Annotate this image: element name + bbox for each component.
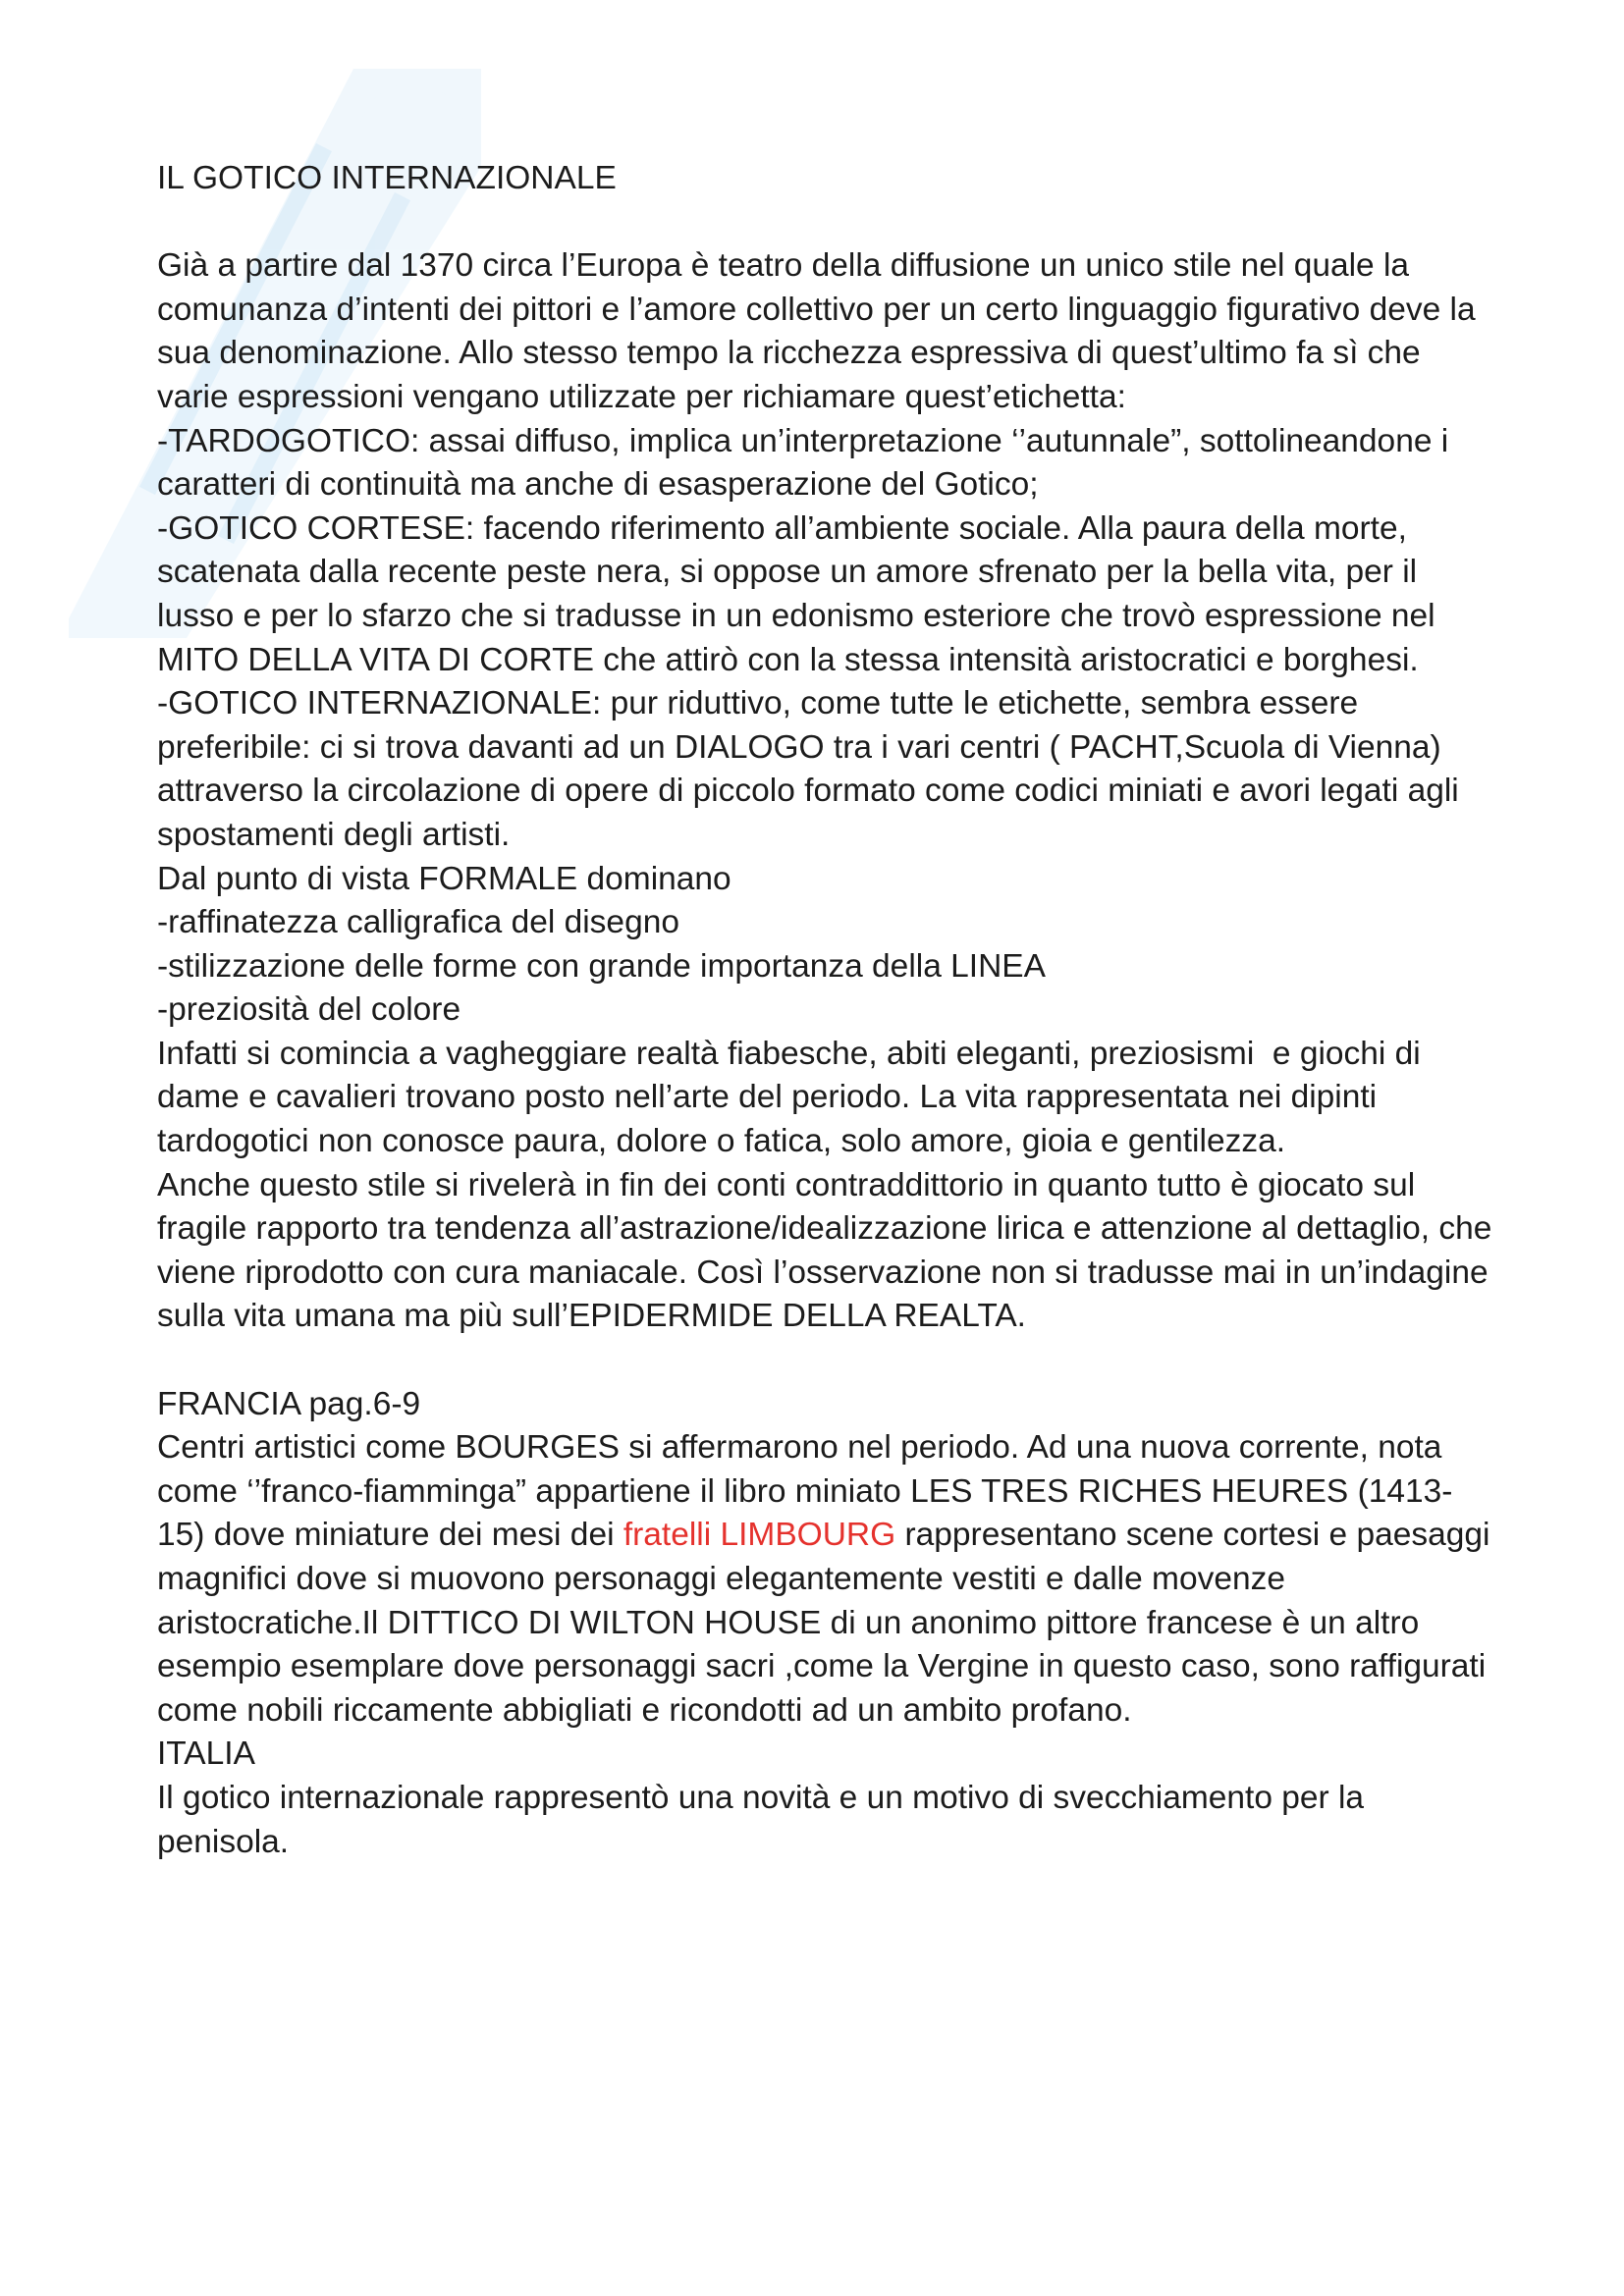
francia-text-start: Centri artistici come BOURGES si affermarono nel periodo. Ad una nuova corrente, nota come ‘’franco-fiamminga” appartiene il libro miniato LES TRES RICHES HEURES (1413-15) dove miniature dei mesi dei [157, 1429, 1453, 1554]
heading-italia: ITALIA [157, 1735, 255, 1773]
francia-text-end: rappresentano scene cortesi e paesaggi magnifici dove si muovono personaggi elegantemente vestiti e dalle movenze aristocratiche.Il DITTICO DI WILTON HOUSE di un anonimo pittore francese è un altro esempio esemplare dove personaggi sacri ,come la Vergine in questo caso, sono raffigurati come nobili riccamente abbigliati e ricondotti ad un ambito profano. [157, 1517, 1499, 1729]
document-title: IL GOTICO INTERNAZIONALE [157, 160, 617, 196]
formal-item-colore: -preziosità del colore [157, 991, 461, 1029]
paragraph-francia [157, 1426, 1499, 1733]
highlight-limbourg: fratelli LIMBOURG [623, 1517, 896, 1554]
label-tardogotico: -TARDOGOTICO: assai diffuso, implica un’interpretazione ‘’autunnale”, sottolineandone i caratteri di continuità ma anche di esasperazione del Gotico; [157, 422, 1458, 504]
label-gotico-internazionale: -GOTICO INTERNAZIONALE: pur riduttivo, come tutte le etichette, sembra essere preferibile: ci si trova davanti ad un DIALOGO tra i vari centri ( PACHT,Scuola di Vienna) attraverso la circolazione di opere di piccolo formato come codici miniati e avori legati agli spostamenti degli artisti. [157, 685, 1469, 853]
label-gotico-cortese: -GOTICO CORTESE: facendo riferimento all’ambiente sociale. Alla paura della morte, scatenata dalla recente peste nera, si oppose un amore sfrenato per la bella vita, per il lusso e per lo sfarzo che si tradusse in un edonismo esteriore che trovò espressione nel MITO DELLA VITA DI CORTE che attirò con la stessa intensità aristocratici e borghesi. [157, 509, 1444, 678]
paragraph-fiabesche: Infatti si comincia a vagheggiare realtà fiabesche, abiti eleganti, preziosismi e giochi di dame e cavalieri trovano posto nell’arte del periodo. La vita rappresentata nei dipinti tardogotici non conosce paura, dolore o fatica, solo amore, gioia e gentilezza. [157, 1035, 1431, 1160]
paragraph-contraddittorio: Anche questo stile si rivelerà in fin dei conti contraddittorio in quanto tutto è giocato sul fragile rapporto tra tendenza all’astrazione/idealizzazione lirica e attenzione al dettaglio, che viene riprodotto con cura maniacale. Così l’osservazione non si tradusse mai in un’indagine sulla vita umana ma più sull’EPIDERMIDE DELLA REALTA. [157, 1166, 1501, 1335]
formal-intro: Dal punto di vista FORMALE dominano [157, 860, 731, 897]
document-body [157, 157, 1501, 1864]
formal-item-disegno: -raffinatezza calligrafica del disegno [157, 904, 679, 941]
intro-paragraph: Già a partire dal 1370 circa l’Europa è teatro della diffusione un unico stile nel quale la comunanza d’intenti dei pittori e l’amore collettivo per un certo linguaggio figurativo deve la sua denominazione. Allo stesso tempo la ricchezza espressiva di quest’ultimo fa sì che varie espressioni vengano utilizzate per richiamare quest’etichetta: [157, 247, 1485, 415]
paragraph-italia: Il gotico internazionale rappresentò una novità e un motivo di svecchiamento per la penisola. [157, 1779, 1374, 1860]
formal-item-linea: -stilizzazione delle forme con grande importanza della LINEA [157, 947, 1046, 985]
heading-francia: FRANCIA pag.6-9 [157, 1385, 421, 1422]
section-spacer [157, 1339, 1492, 1383]
